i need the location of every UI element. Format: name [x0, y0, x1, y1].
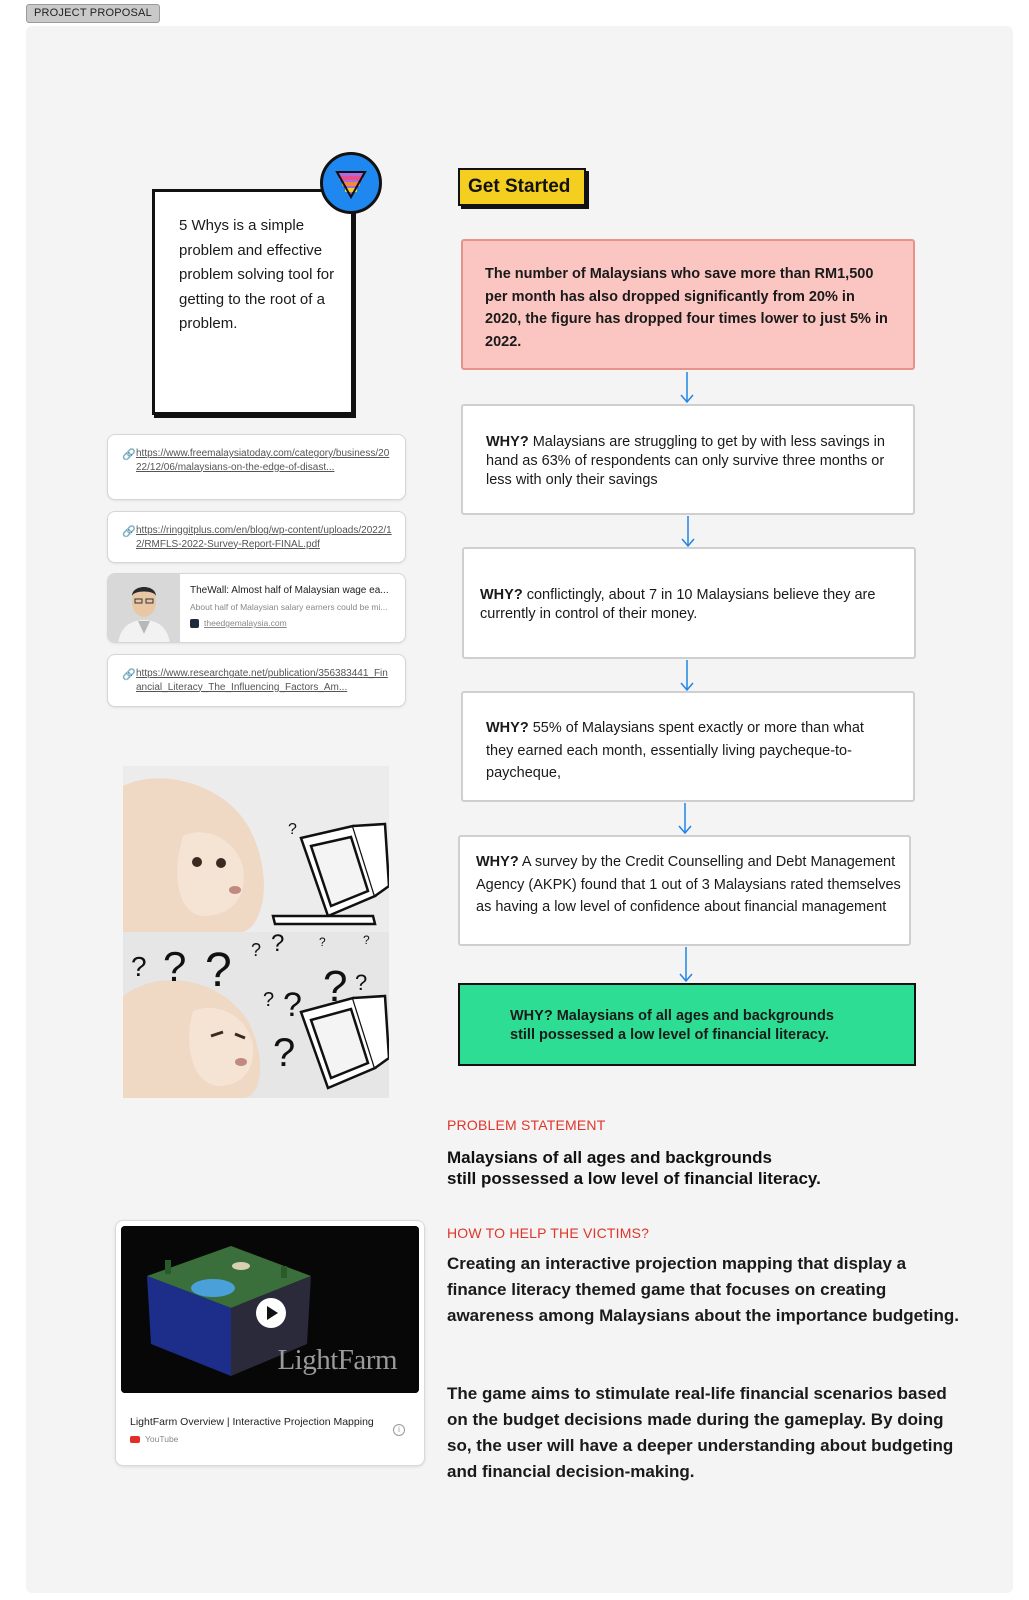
get-started-sticky[interactable]: Get Started: [458, 168, 586, 206]
problem-statement-line-2: still possessed a low level of financial literacy.: [447, 1169, 821, 1188]
link-card-freemalaysiatoday[interactable]: [107, 434, 406, 500]
root-cause-box[interactable]: [458, 983, 916, 1066]
svg-text:?: ?: [355, 970, 368, 995]
why-label: WHY?: [476, 854, 519, 870]
video-thumbnail[interactable]: [121, 1226, 419, 1393]
why-text: 55% of Malaysians spent exactly or more than what they earned each month, essentially living paycheque-to-paycheque,: [486, 720, 864, 781]
svg-text:?: ?: [271, 930, 285, 957]
article-description: About half of Malaysian salary earners could be mi...: [190, 602, 388, 612]
why-box-3[interactable]: [461, 691, 915, 802]
solution-paragraph-1: Creating an interactive projection mapping that display a finance literacy themed game that focuses on creating awareness among Malaysians about the importance budgeting.: [447, 1254, 960, 1325]
svg-text:?: ?: [163, 943, 187, 990]
svg-text:?: ?: [283, 986, 302, 1024]
frame-label[interactable]: PROJECT PROPOSAL: [26, 4, 160, 23]
link-card-theedge[interactable]: [107, 573, 406, 643]
info-icon[interactable]: i: [393, 1424, 405, 1436]
svg-text:?: ?: [205, 944, 232, 997]
flow-arrow-icon: [679, 947, 693, 983]
flow-arrow-icon: [678, 803, 692, 835]
five-whys-note[interactable]: [152, 189, 354, 415]
funnel-icon: [320, 152, 382, 214]
svg-text:?: ?: [263, 989, 275, 1011]
why-label: WHY?: [486, 720, 529, 736]
svg-text:?: ?: [131, 951, 147, 982]
svg-text:?: ?: [323, 962, 348, 1011]
link-url[interactable]: https://www.researchgate.net/publication/356383441_Financial_Literacy_The_Influencing_Factors_Am...: [136, 668, 388, 693]
svg-text:?: ?: [363, 933, 370, 947]
starting-problem-box[interactable]: [461, 239, 915, 370]
why-box-4[interactable]: [458, 835, 911, 946]
why-text: conflictingly, about 7 in 10 Malaysians believe they are currently in control of their money.: [480, 587, 876, 622]
link-url[interactable]: https://ringgitplus.com/en/blog/wp-content/uploads/2022/12/RMFLS-2022-Survey-Report-FINAL.pdf: [136, 525, 392, 550]
note-text: 5 Whys is a simple problem and effective problem solving tool for getting to the root of a problem.: [179, 217, 335, 332]
lightfarm-logo: LightFarm: [277, 1344, 397, 1376]
confused-cat-meme-image: [123, 766, 389, 1098]
article-title: TheWall: Almost half of Malaysian wage ea...: [190, 585, 389, 596]
link-card-ringgitplus[interactable]: [107, 511, 406, 563]
video-source: YouTube: [145, 1434, 179, 1444]
flow-arrow-icon: [680, 372, 694, 404]
link-icon: 🔗: [122, 669, 136, 681]
svg-text:?: ?: [319, 935, 326, 949]
svg-text:?: ?: [288, 821, 297, 838]
play-icon[interactable]: [256, 1298, 286, 1328]
link-icon: 🔗: [122, 526, 136, 538]
why-box-2[interactable]: [462, 547, 916, 659]
article-site[interactable]: theedgemalaysia.com: [204, 618, 287, 628]
youtube-icon: [130, 1436, 140, 1443]
why-label: WHY?: [486, 434, 529, 450]
flow-arrow-icon: [681, 516, 695, 548]
link-icon: 🔗: [122, 449, 136, 461]
starting-problem-text: The number of Malaysians who save more than RM1,500 per month has also dropped significantly from 20% in 2020, the figure has dropped four times lower to just 5% in 2022.: [485, 266, 888, 350]
link-url[interactable]: https://www.freemalaysiatoday.com/category/business/2022/12/06/malaysians-on-the-edge-of-disast...: [136, 448, 390, 473]
how-to-help-heading: HOW TO HELP THE VICTIMS?: [447, 1225, 650, 1241]
why-text: A survey by the Credit Counselling and Debt Management Agency (AKPK) found that 1 out of 3 Malaysians rated themselves as having a low level of confidence about financial management: [476, 854, 901, 915]
solution-paragraph-2: The game aims to stimulate real-life financial scenarios based on the budget decisions made during the gameplay. By doing so, the user will have a deeper understanding about budgeting and financial decision-making.: [447, 1384, 954, 1481]
problem-statement-line-1: Malaysians of all ages and backgrounds: [447, 1148, 772, 1167]
youtube-embed-card[interactable]: [115, 1220, 425, 1466]
why-label: WHY?: [480, 587, 523, 603]
svg-text:?: ?: [251, 940, 262, 960]
flow-arrow-icon: [680, 660, 694, 692]
article-thumbnail: [108, 574, 180, 643]
why-box-1[interactable]: [461, 404, 915, 515]
site-favicon-icon: [190, 619, 199, 628]
problem-statement-heading: PROBLEM STATEMENT: [447, 1117, 606, 1133]
why-text: Malaysians are struggling to get by with less savings in hand as 63% of respondents can only survive three months or less with only their savings: [486, 434, 885, 488]
link-card-researchgate[interactable]: [107, 654, 406, 707]
video-title[interactable]: LightFarm Overview | Interactive Projection Mapping: [130, 1416, 374, 1428]
svg-text:?: ?: [273, 1031, 296, 1075]
root-cause-text: WHY? Malaysians of all ages and backgrounds still possessed a low level of financial literacy.: [510, 1008, 834, 1043]
